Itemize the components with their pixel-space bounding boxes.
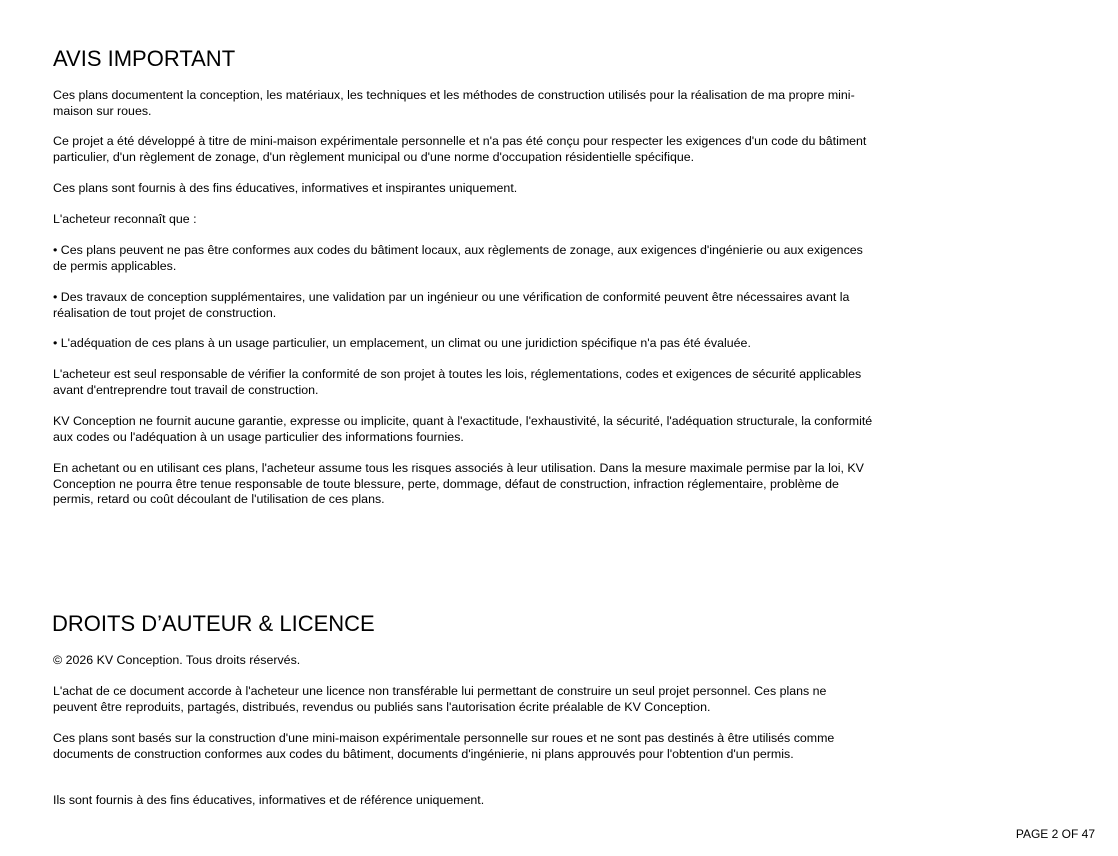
copyright-paragraph-basis: Ces plans sont basés sur la construction d'une mini-maison expérimentale personnelle sur roues et ne sont pas destinés à être utilisés comme documents de construction conformes aux codes du bâtiment, documents d'ingénierie, ni plans approuvés pour l'obtention d'un permis.: [53, 731, 835, 761]
notice-paragraph-project: Ce projet a été développé à titre de mini-maison expérimentale personnelle et n'a pas été conçu pour respecter les exigences d'un code du bâtiment particulier, d'un règlement de zonage, d'un règlement municipal ou d'une norme d'occupation résidentielle spécifique.: [53, 134, 867, 164]
notice-bullet-codes: • Ces plans peuvent ne pas être conformes aux codes du bâtiment locaux, aux règlements de zonage, aux exigences d'ingénierie ou aux exigences de permis applicables.: [53, 243, 863, 273]
copyright-paragraph-license: L'achat de ce document accorde à l'acheteur une licence non transférable lui permettant de construire un seul projet personnel. Ces plans ne peuvent être reproduits, partagés, distribués, revendus ou publiés sans l'autorisation écrite préalable de KV Conception.: [53, 684, 827, 714]
notice-paragraph-purpose: Ces plans sont fournis à des fins éducatives, informatives et inspirantes uniquement.: [53, 181, 518, 195]
notice-bullet-validation: • Des travaux de conception supplémentaires, une validation par un ingénieur ou une vérification de conformité peuvent être nécessaires avant la réalisation de tout projet de construction.: [53, 290, 850, 320]
notice-paragraph-responsibility: L'acheteur est seul responsable de vérifier la conformité de son projet à toutes les lois, réglementations, codes et exigences de sécurité applicables avant d'entreprendre tout travail de construction.: [53, 367, 862, 397]
copyright-notice: © 2026 KV Conception. Tous droits réservés.: [53, 653, 301, 667]
notice-paragraph-liability: En achetant ou en utilisant ces plans, l'acheteur assume tous les risques associés à leur utilisation. Dans la mesure maximale permise par la loi, KV Conception ne pourra être tenue responsable de toute blessure, perte, dommage, défaut de construction, infraction réglementaire, problème de permis, retard ou coût découlant de l'utilisation de ces plans.: [53, 461, 864, 507]
notice-paragraph-intro: Ces plans documentent la conception, les matériaux, les techniques et les méthodes de construction utilisés pour la réalisation de ma propre mini-maison sur roues.: [53, 88, 855, 118]
section-title-avis-important: AVIS IMPORTANT: [53, 46, 236, 71]
notice-bullet-suitability: • L'adéquation de ces plans à un usage particulier, un emplacement, un climat ou une juridiction spécifique n'a pas été évaluée.: [53, 336, 751, 350]
copyright-paragraph-reference: Ils sont fournis à des fins éducatives, informatives et de référence uniquement.: [53, 793, 485, 807]
page-number: PAGE 2 OF 47: [1015, 827, 1095, 841]
notice-paragraph-acknowledges: L'acheteur reconnaît que :: [53, 212, 197, 226]
notice-paragraph-warranty: KV Conception ne fournit aucune garantie, expresse ou implicite, quant à l'exactitude, l'exhaustivité, la sécurité, l'adéquation structurale, la conformité aux codes ou l'adéquation à un usage particulier des informations fournies.: [53, 414, 873, 444]
section-title-copyright-license: DROITS D’AUTEUR & LICENCE: [52, 611, 375, 636]
